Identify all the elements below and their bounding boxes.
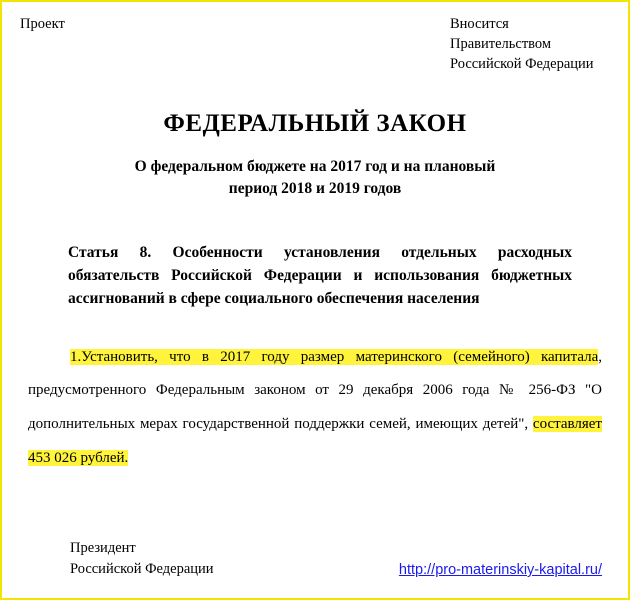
header-right-line-3: Российской Федерации [450,56,594,72]
signature-block [70,538,214,580]
article-block [20,241,610,311]
document-subtitle [20,156,610,201]
document-title: ФЕДЕРАЛЬНЫЙ ЗАКОН [163,110,467,137]
subtitle-line-1: О федеральном бюджете на 2017 год и на плановый [134,158,496,175]
article-heading: Особенности установления отдельных расходных обязательств Российской Федерации и использования бюджетных ассигнований в сфере социального обеспечения населения [68,243,572,308]
paragraph-highlight-amount: составляет 453 026 рублей. [28,416,602,466]
signature-line-1: Президент [70,539,136,556]
header-right-block [450,14,610,74]
signature-line-2: Российской Федерации [70,560,214,577]
article-number: Статья 8. [68,243,152,261]
subtitle-line-2: период 2018 и 2019 годов [228,180,402,198]
paragraph-block [20,341,610,476]
paragraph-plain-text: , предусмотренного Федеральным законом от 29 декабря 2006 года № 256-ФЗ "О дополнительных мерах государственной поддержки семей, имеющих детей", [28,348,602,433]
paragraph-highlight-first: Установить, что в 2017 году размер материнского (семейного) капитала [81,348,599,365]
document-header [20,14,610,74]
paragraph-number: 1. [70,348,82,365]
header-right-line-2: Правительством [450,36,552,52]
source-link[interactable]: http://pro-materinskiy-kapital.ru/ [398,562,602,578]
header-left-label: Проект [20,16,65,32]
header-right-line-1: Вносится [450,16,509,32]
